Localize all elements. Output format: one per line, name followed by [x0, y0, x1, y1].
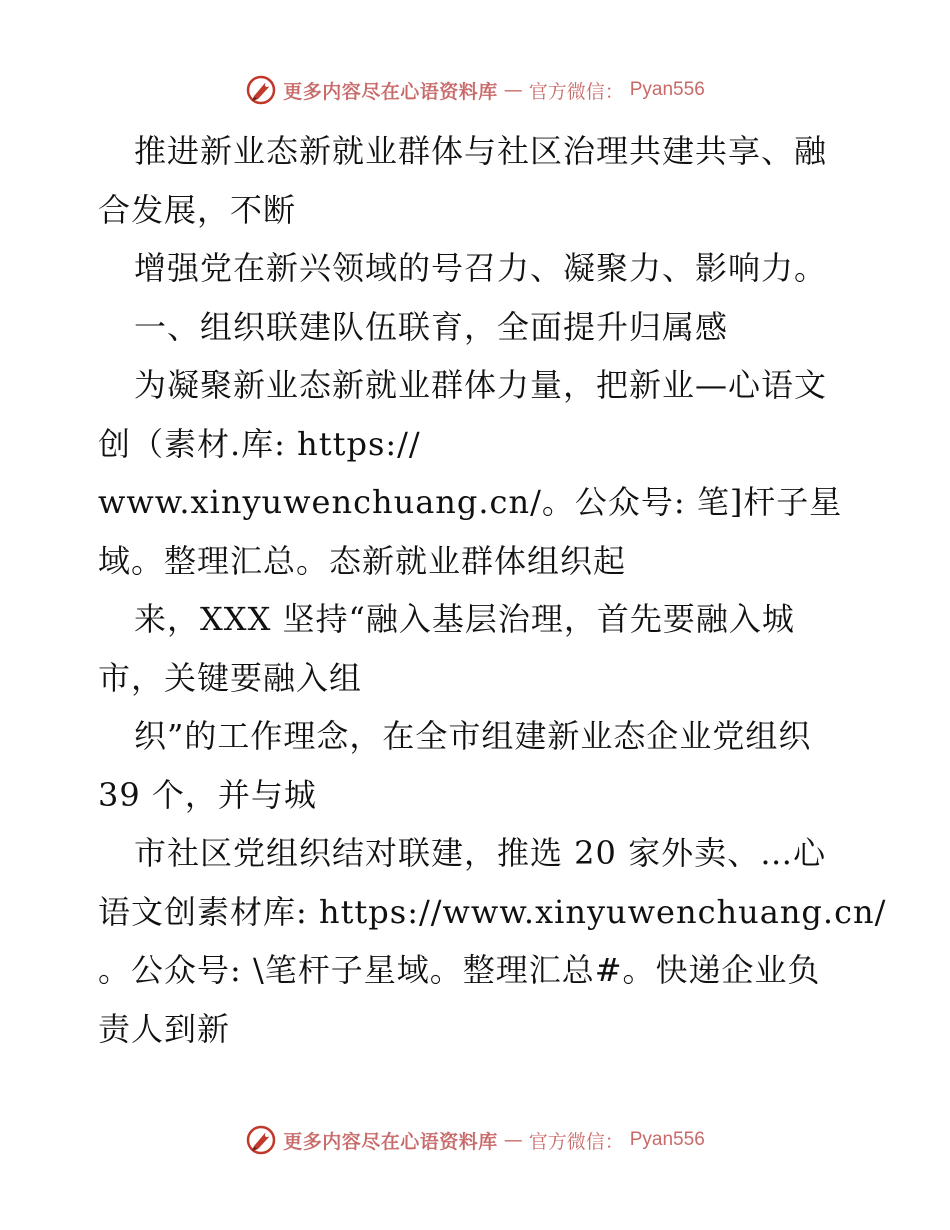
text-line: 市，关键要融入组 [98, 658, 363, 697]
text-line: 为凝聚新业态新就业群体力量，把新业—心语文 [134, 366, 828, 404]
text-line: 织”的工作理念，在全市组建新业态企业党组织 [134, 717, 812, 755]
text-line: 来，XXX 坚持“融入基层治理，首先要融入城 [134, 600, 795, 638]
text-line: 。公众号: \笔杆子星域。整理汇总#。快递企业负 [98, 951, 821, 989]
text-line: 语文创素材库: https://www.xinyuwenchuang.cn/ [98, 892, 887, 931]
watermark-site-text: 更多内容尽在心语资料库 [283, 1130, 498, 1153]
footer-watermark [0, 1120, 950, 1160]
watermark-separator: — [503, 79, 523, 101]
watermark-wechat-id: Pyan556 [629, 1129, 705, 1150]
text-line: 合发展，不断 [98, 190, 297, 229]
watermark-site-text: 更多内容尽在心语资料库 [283, 80, 498, 103]
pen-logo-icon [245, 1124, 277, 1156]
watermark-wechat-label: 官方微信： [528, 1130, 624, 1153]
document-body [98, 122, 887, 1058]
text-line: 创（素材.库: https:// [98, 424, 421, 463]
text-line: www.xinyuwenchuang.cn/。公众号: 笔]杆子星 [98, 483, 843, 521]
watermark-separator: — [503, 1129, 523, 1151]
text-line: 39 个，并与城 [98, 775, 317, 814]
text-line: 市社区党组织结对联建，推选 20 家外卖、…心 [134, 834, 827, 872]
text-line: 责人到新 [98, 1009, 231, 1048]
text-line: 推进新业态新就业群体与社区治理共建共享、融 [134, 132, 828, 170]
text-line: 一、组织联建队伍联育，全面提升归属感 [134, 307, 729, 346]
pen-logo-icon [245, 74, 277, 106]
text-line: 域。整理汇总。态新就业群体组织起 [98, 541, 627, 580]
watermark-wechat-id: Pyan556 [629, 79, 705, 100]
header-watermark [0, 70, 950, 110]
text-line: 增强党在新兴领域的号召力、凝聚力、影响力。 [134, 249, 828, 287]
watermark-wechat-label: 官方微信： [528, 80, 624, 103]
